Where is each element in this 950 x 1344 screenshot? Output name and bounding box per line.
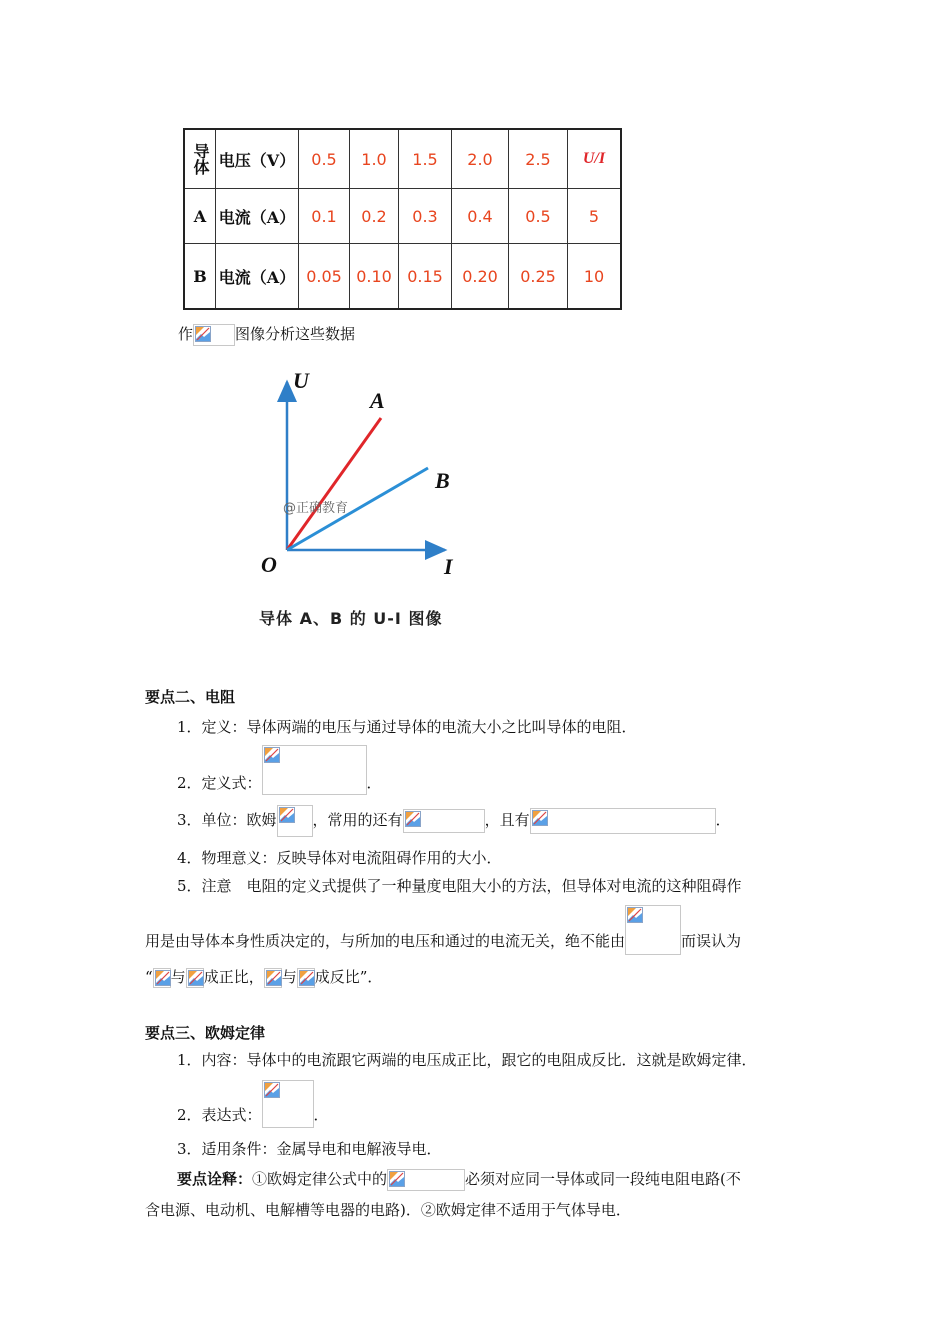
current-cell: 0.4 bbox=[452, 189, 509, 244]
broken-image-icon bbox=[153, 968, 171, 988]
note-line bbox=[145, 905, 741, 955]
broken-image-icon bbox=[262, 745, 367, 795]
formula-prefix: 2．定义式： bbox=[177, 774, 262, 792]
meaning-line: 4．物理意义：反映导体对电流阻碍作用的大小． bbox=[177, 849, 502, 867]
unit-text: ． bbox=[715, 811, 731, 829]
current-cell: 0.20 bbox=[452, 244, 509, 310]
note-text: 与 bbox=[170, 968, 186, 986]
note-line bbox=[145, 965, 382, 989]
y-axis-label: U bbox=[293, 368, 309, 393]
note-line: 5．注意 电阻的定义式提供了一种量度电阻大小的方法，但导体对电流的这种阻碍作 bbox=[177, 877, 742, 895]
current-cell: 0.2 bbox=[350, 189, 399, 244]
voltage-cell: 0.5 bbox=[299, 129, 350, 189]
unit-text: ，常用的还有 bbox=[312, 811, 403, 829]
voltage-cell: 2.5 bbox=[509, 129, 568, 189]
broken-image-icon bbox=[530, 808, 716, 834]
note-text: “ bbox=[145, 968, 153, 986]
voltage-label: 电压（V） bbox=[216, 129, 299, 189]
broken-image-icon bbox=[193, 324, 235, 346]
current-cell: 0.5 bbox=[509, 189, 568, 244]
note-text: 成反比”． bbox=[314, 968, 383, 986]
unit-line bbox=[177, 805, 731, 837]
watermark: @正确教育 bbox=[283, 501, 349, 516]
figure-caption: 导体 A、B 的 U-I 图像 bbox=[259, 609, 443, 628]
expression-line bbox=[177, 1080, 329, 1128]
x-axis-label: I bbox=[444, 554, 453, 579]
voltage-cell: 1.5 bbox=[399, 129, 452, 189]
definition-line: 1．定义：导体两端的电压与通过导体的电流大小之比叫导体的电阻． bbox=[177, 718, 637, 736]
line-a-label: A bbox=[370, 388, 385, 413]
origin-label: O bbox=[261, 552, 277, 577]
table-row bbox=[184, 189, 621, 244]
line-b-label: B bbox=[435, 468, 450, 493]
conductor-header: 导体 bbox=[184, 129, 216, 189]
content-line: 1．内容：导体中的电流跟它两端的电压成正比，跟它的电阻成反比．这就是欧姆定律． bbox=[177, 1051, 757, 1069]
current-cell: 0.1 bbox=[299, 189, 350, 244]
broken-image-icon bbox=[264, 968, 282, 988]
current-label: 电流（A） bbox=[216, 244, 299, 310]
note-text: 成正比， bbox=[203, 968, 264, 986]
intro-line bbox=[178, 322, 355, 346]
intro-text: 作 bbox=[178, 325, 194, 343]
broken-image-icon bbox=[625, 905, 681, 955]
section-heading: 要点三、欧姆定律 bbox=[145, 1024, 266, 1042]
current-cell: 0.15 bbox=[399, 244, 452, 310]
line-a bbox=[287, 418, 381, 550]
broken-image-icon bbox=[262, 1080, 314, 1128]
note-bold: 要点诠释： bbox=[177, 1170, 253, 1188]
current-cell: 0.05 bbox=[299, 244, 350, 310]
broken-image-icon bbox=[277, 805, 313, 837]
formula-line bbox=[177, 745, 382, 795]
ratio-cell: 10 bbox=[568, 244, 622, 310]
broken-image-icon bbox=[297, 968, 315, 988]
current-label: 电流（A） bbox=[216, 189, 299, 244]
broken-image-icon bbox=[403, 809, 485, 833]
ui-graph-figure bbox=[245, 360, 505, 650]
expr-prefix: 2．表达式： bbox=[177, 1106, 262, 1124]
intro-text: 图像分析这些数据 bbox=[235, 325, 356, 343]
row-name: A bbox=[184, 189, 216, 244]
note-text: 而误认为 bbox=[681, 932, 742, 950]
section-heading: 要点二、电阻 bbox=[145, 688, 236, 706]
current-cell: 0.10 bbox=[350, 244, 399, 310]
formula-suffix: ． bbox=[366, 774, 382, 792]
note-line bbox=[177, 1167, 741, 1191]
data-table bbox=[183, 128, 622, 310]
expr-suffix: ． bbox=[313, 1106, 329, 1124]
note-line: 含电源、电动机、电解槽等电器的电路)．②欧姆定律不适用于气体导电． bbox=[145, 1201, 631, 1219]
current-cell: 0.3 bbox=[399, 189, 452, 244]
row-name: B bbox=[184, 244, 216, 310]
voltage-cell: 2.0 bbox=[452, 129, 509, 189]
table-row bbox=[184, 244, 621, 310]
unit-text: ，且有 bbox=[484, 811, 530, 829]
broken-image-icon bbox=[186, 968, 204, 988]
note-text: ①欧姆定律公式中的 bbox=[252, 1170, 388, 1188]
condition-line: 3．适用条件：金属导电和电解液导电． bbox=[177, 1140, 442, 1158]
voltage-cell: 1.0 bbox=[350, 129, 399, 189]
note-text: 用是由导体本身性质决定的，与所加的电压和通过的电流无关，绝不能由 bbox=[145, 932, 626, 950]
current-cell: 0.25 bbox=[509, 244, 568, 310]
unit-text: 3．单位：欧姆 bbox=[177, 811, 277, 829]
note-text: 必须对应同一导体或同一段纯电阻电路(不 bbox=[465, 1170, 741, 1188]
ratio-cell: 5 bbox=[568, 189, 622, 244]
note-text: 与 bbox=[281, 968, 297, 986]
broken-image-icon bbox=[387, 1169, 465, 1191]
table-row bbox=[184, 129, 621, 189]
ratio-header: U/I bbox=[568, 129, 622, 189]
